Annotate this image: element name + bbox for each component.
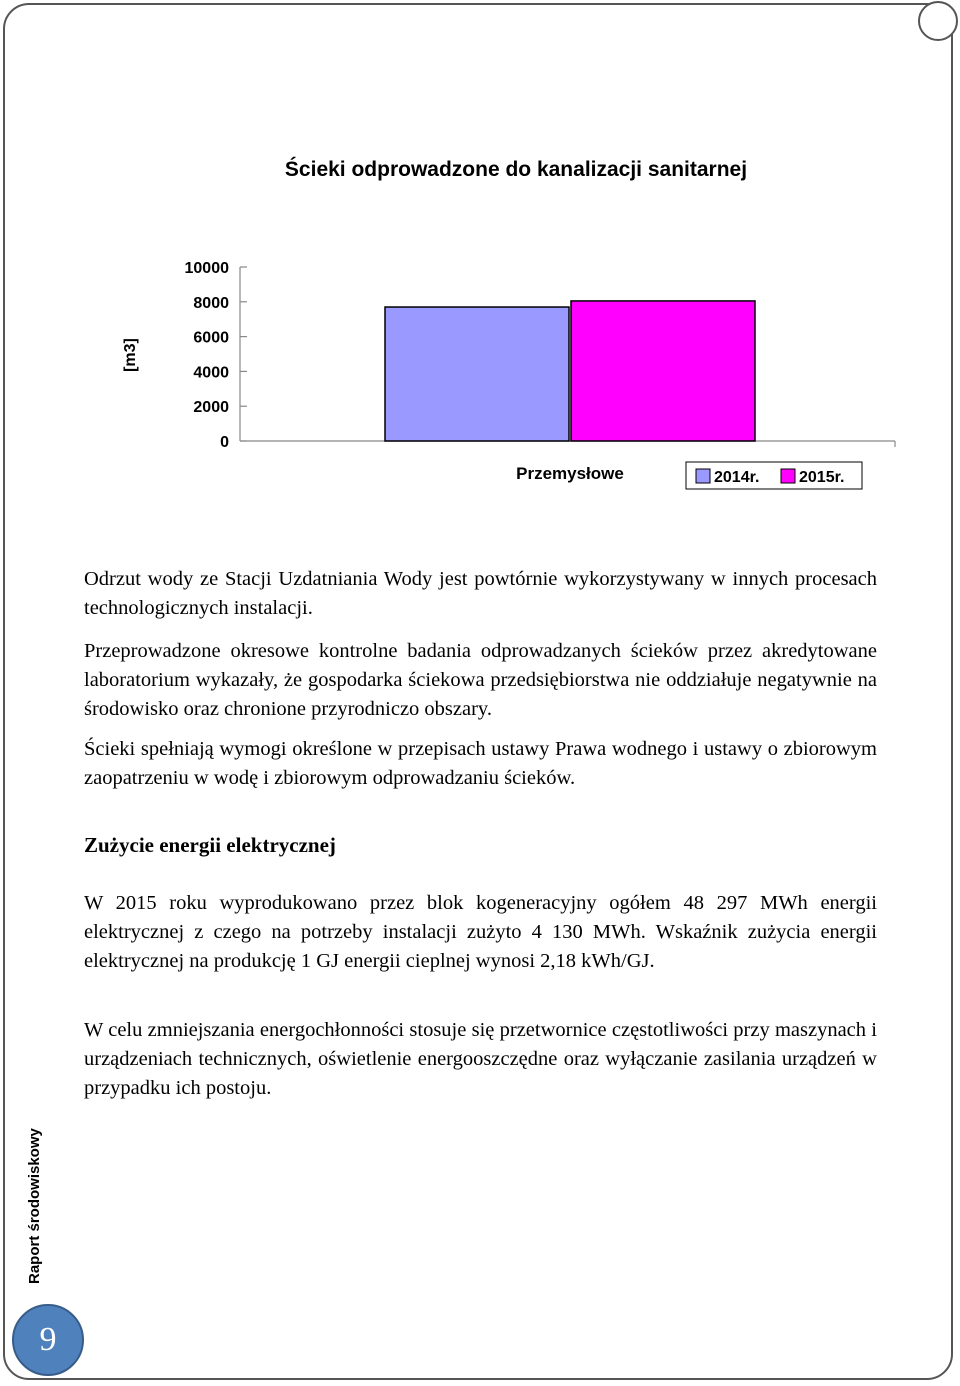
paragraph-water-reuse	[84, 565, 877, 623]
y-tick-label: 4000	[193, 364, 229, 382]
report-side-label: Raport środowiskowy	[26, 1128, 43, 1284]
paragraph-regulations	[84, 735, 877, 793]
y-tick-label: 2000	[193, 399, 229, 417]
chart-title: Ścieki odprowadzone do kanalizacji sanitarnej	[284, 158, 748, 181]
x-category-label: Przemysłowe	[516, 464, 624, 483]
y-tick-label: 10000	[184, 260, 229, 277]
paragraph-text: W 2015 roku wyprodukowano przez blok kogeneracyjny ogółem 48 297 MWh energii elektrycznej z czego na potrzeby instalacji zużyto 4 130 MWh. Wskaźnik zużycia energii elektrycznej na produkcję 1 GJ energii cieplnej wynosi 2,18 kWh/GJ.	[84, 892, 877, 972]
y-tick-label: 6000	[193, 329, 229, 347]
page-number: 9	[39, 1321, 57, 1358]
legend-swatch	[781, 469, 795, 483]
paragraph-text: Odrzut wody ze Stacji Uzdatniania Wody jest powtórnie wykorzystywany w innych procesach technologicznych instalacji.	[84, 568, 877, 619]
paragraph-text: Przeprowadzone okresowe kontrolne badania odprowadzanych ścieków przez akredytowane laboratorium wykazały, że gospodarka ściekowa przedsiębiorstwa nie oddziałuje negatywnie na środowisko oraz chronione przyrodniczo obszary.	[84, 640, 877, 720]
page-number-badge	[12, 1304, 84, 1376]
y-tick-label: 0	[220, 434, 229, 451]
paragraph-energy-production	[84, 889, 877, 976]
paragraph-text: W celu zmniejszania energochłonności stosuje się przetwornice częstotliwości przy maszynach i urządzeniach technicznych, oświetlenie energooszczędne oraz wyłączanie zasilania urządzeń w przypadku ich postoju.	[84, 1019, 877, 1099]
legend-label: 2014r.	[714, 469, 760, 486]
section-heading: Zużycie energii elektrycznej	[84, 833, 336, 857]
paragraph-energy-saving	[84, 1016, 877, 1103]
bar-2014r.	[385, 307, 569, 441]
legend-label: 2015r.	[799, 469, 845, 486]
y-tick-label: 8000	[193, 294, 229, 312]
legend-swatch	[696, 469, 710, 483]
y-axis-label: [m3]	[122, 338, 139, 372]
paragraph-lab-tests	[84, 637, 877, 724]
bar-chart	[0, 0, 960, 520]
bar-2015r.	[571, 301, 755, 441]
paragraph-text: Ścieki spełniają wymogi określone w przepisach ustawy Prawa wodnego i ustawy o zbiorowym zaopatrzeniu w wodę i zbiorowym odprowadzaniu ścieków.	[84, 738, 877, 789]
